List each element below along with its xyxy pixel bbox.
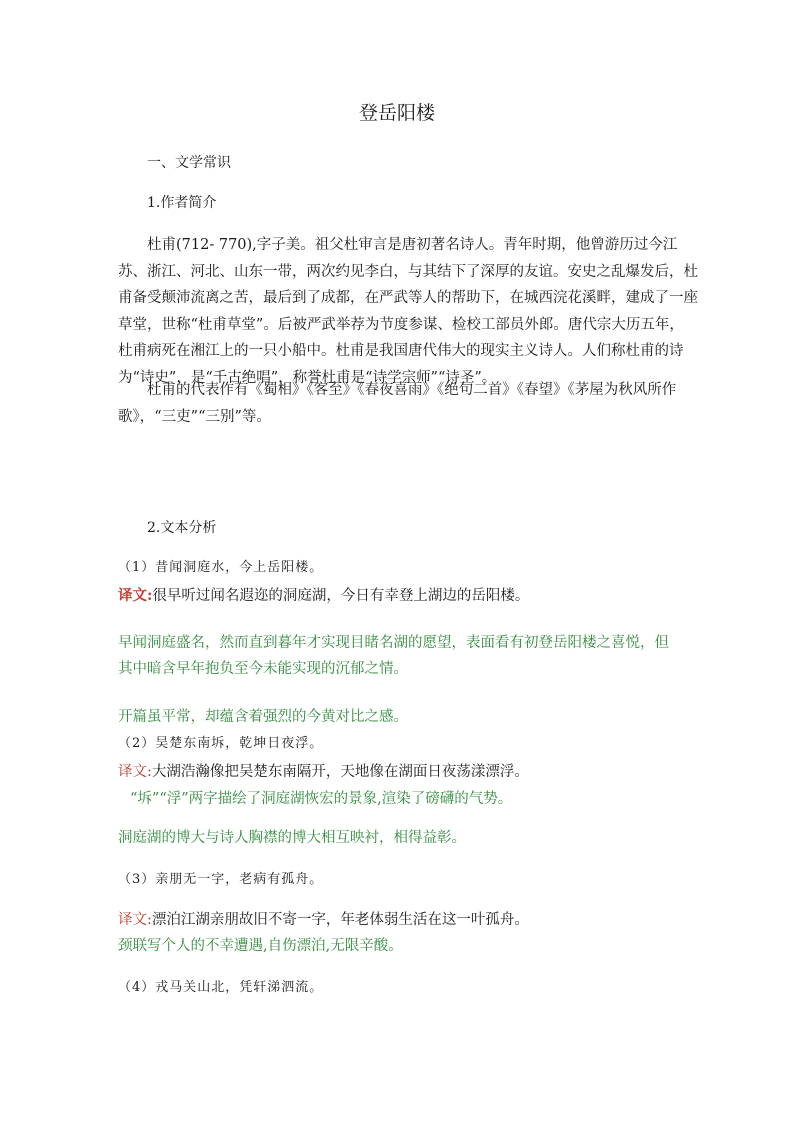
analysis-2: “坼”“浮”两字描绘了洞庭湖恢宏的景象,渲染了磅礴的气势。 — [130, 791, 513, 807]
translation-2-text: 大湖浩瀚像把吴楚东南隔开，天地像在湖面日夜荡漾漂浮。 — [151, 764, 529, 780]
translation-3-text: 漂泊江湖亲朋故旧不寄一字，年老体弱生活在这一叶孤舟。 — [151, 912, 529, 928]
verse-1: （1）昔闻洞庭水，今上岳阳楼。 — [118, 560, 324, 575]
translation-1 — [118, 584, 529, 605]
analysis-3: 颈联写个人的不幸遭遇,自伤漂泊,无限辛酸。 — [118, 938, 403, 954]
verse-4: （4）戎马关山北，凭轩涕泗流。 — [118, 980, 324, 995]
verse-3: （3）亲朋无一字，老病有孤舟。 — [118, 872, 324, 887]
author-bio-text: 杜甫(712- 770),字子美。祖父杜审言是唐初著名诗人。青年时期，他曾游历过今江苏、浙江、河北、山东一带，两次约见李白，与其结下了深厚的友谊。安史之乱爆发后，杜甫备受颠沛流离之苦，最后到了成都，在严武等人的帮助下，在城西浣花溪畔，建成了一座草堂，世称“杜甫草堂”。后被严武举荐为节度参谋、检校工部员外郎。唐代宗大历五年，杜甫病死在湘江上的一只小船中。杜甫是我国唐代伟大的现实主义诗人。人们称杜甫的诗为“诗史”，是“千古绝唱”，称誉杜甫是“诗学宗师”“诗圣”。 — [118, 237, 698, 386]
analysis-2b: 洞庭湖的博大与诗人胸襟的博大相互映衬，相得益彰。 — [118, 830, 466, 846]
works-text: 杜甫的代表作有《蜀相》《客至》《春夜喜雨》《绝句二首》《春望》《茅屋为秋风所作歌》，“三吏”“三别”等。 — [118, 382, 677, 425]
subheading-author-intro: 1.作者简介 — [147, 195, 217, 211]
translation-2 — [118, 760, 529, 781]
works-paragraph — [118, 377, 698, 430]
author-bio-paragraph — [118, 232, 698, 392]
translation-label: 译文: — [118, 764, 152, 780]
page-title: 登岳阳楼 — [358, 102, 435, 124]
translation-label: 译文: — [118, 912, 152, 928]
translation-1-text: 很早听过闻名遐迩的洞庭湖，今日有幸登上湖边的岳阳楼。 — [152, 588, 530, 604]
section-heading-literary-knowledge: 一、文学常识 — [147, 155, 231, 171]
translation-3 — [118, 908, 529, 929]
translation-label: 译文: — [118, 587, 153, 604]
analysis-1: 早闻洞庭盛名，然而直到暮年才实现目睹名湖的愿望，表面看有初登岳阳楼之喜悦，但其中暗含早年抱负至今未能实现的沉郁之情。 — [118, 635, 669, 677]
analysis-1b: 开篇虽平常，却蕴含着强烈的今黄对比之感。 — [118, 709, 408, 725]
subheading-text-analysis: 2.文本分析 — [147, 520, 217, 536]
verse-2: （2）吴楚东南坼，乾坤日夜浮。 — [118, 736, 324, 751]
